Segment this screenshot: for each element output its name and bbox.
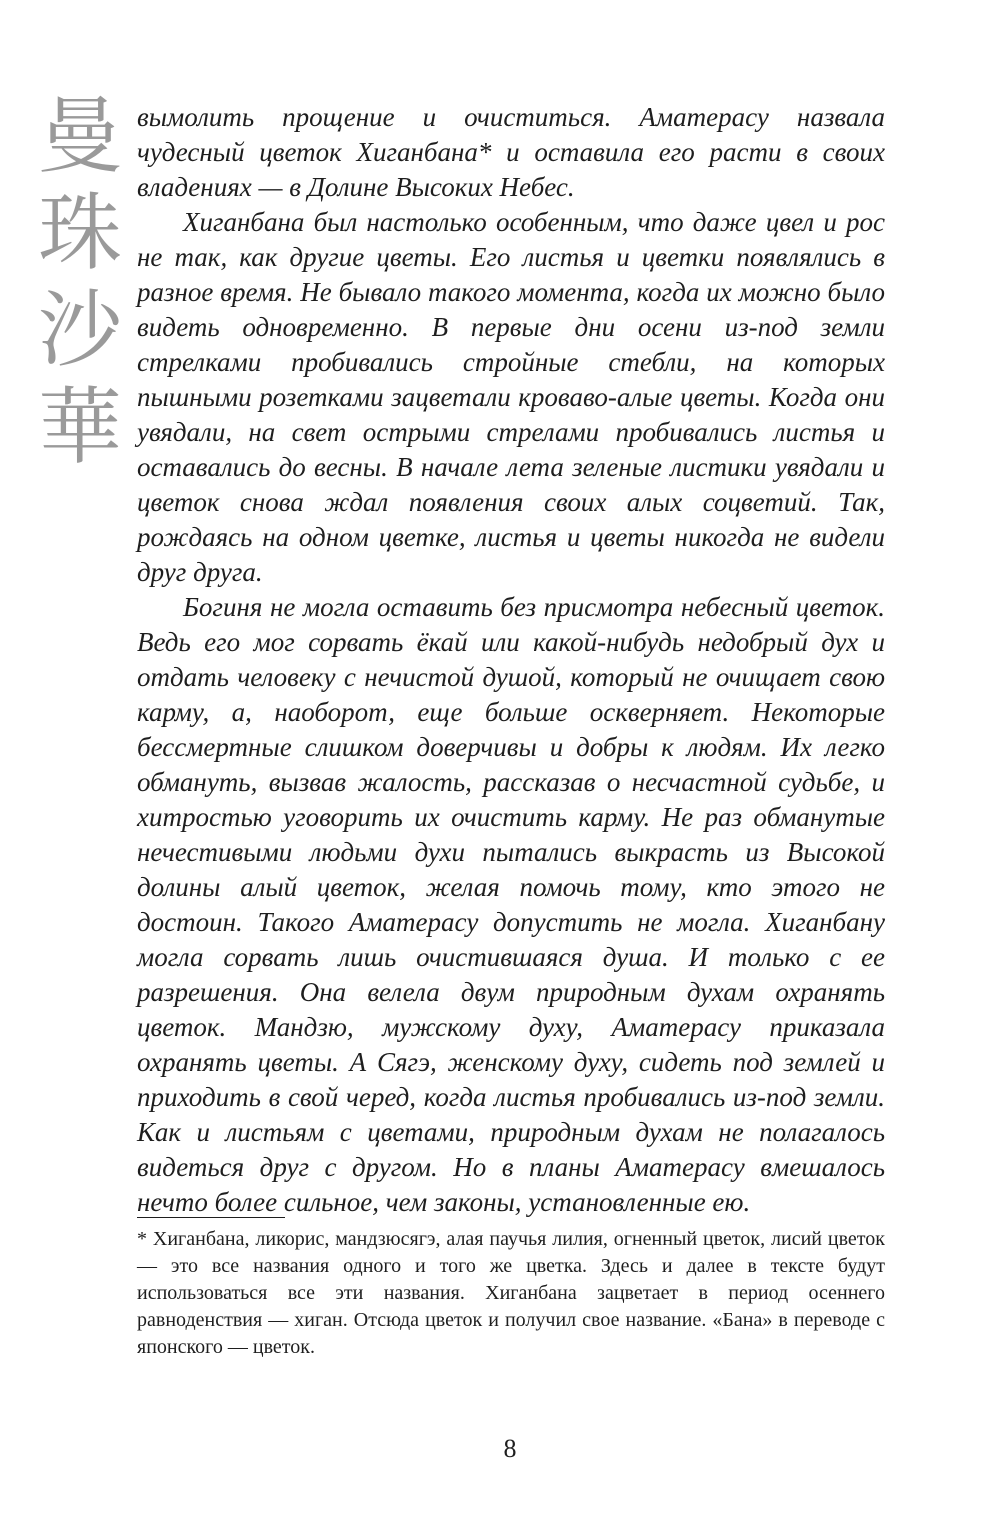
vertical-kanji-title — [38, 87, 123, 476]
main-text-body — [137, 100, 885, 1220]
footnote-divider — [137, 1217, 285, 1218]
paragraph-2: Хиганбана был настолько особенным, что даже цвел и рос не так, как другие цветы. Его листья и цветки появлялись в разное время. Не бывало такого момента, когда их можно было видеть одновременно. В первые дни осени из-под земли стрелками пробивались стройные стебли, на которых пышными розетками зацветали кроваво-алые цветы. Когда они увядали, на свет острыми стрелами пробивались листья и оставались до весны. В начале лета зеленые листики увядали и цветок снова ждал появления своих алых соцветий. Так, рождаясь на одном цветке, листья и цветы никогда не видели друг друга. — [137, 207, 885, 587]
kanji-title-char-1: 曼 — [38, 87, 123, 185]
footnote: * Хиганбана, ликорис, мандзюсягэ, алая паучья лилия, огненный цветок, лисий цветок — это все названия одного и того же цветка. Здесь и далее в тексте будут использоваться все эти названия. Хиганбана зацветает в период осеннего равноденствия — хиган. Отсюда цветок и получил свое название. «Бана» в переводе с японского — цветок. — [137, 1228, 885, 1358]
kanji-title-char-2: 珠 — [38, 184, 123, 282]
page-number: 8 — [503, 1434, 517, 1463]
kanji-title-char-3: 沙 — [38, 281, 123, 379]
paragraph-1: вымолить прощение и очиститься. Аматерасу назвала чудесный цветок Хиганбана* и оставила его расти в своих владениях — в Долине Высоких Небес. — [137, 102, 885, 202]
kanji-title-char-4: 華 — [38, 378, 123, 476]
paragraph-3: Богиня не могла оставить без присмотра небесный цветок. Ведь его мог сорвать ёкай или какой-нибудь недобрый дух и отдать человеку с нечистой душой, который не очищает свою карму, а, наоборот, еще больше оскверняет. Некоторые бессмертные слишком доверчивы и добры к людям. Их легко обмануть, вызвав жалость, рассказав о несчастной судьбе, и хитростью уговорить их очистить карму. Не раз обманутые нечестивыми людьми духи пытались выкрасть из Высокой долины алый цветок, желая помочь тому, кто этого не достоин. Такого Аматерасу допустить не могла. Хиганбану могла сорвать лишь очистившаяся душа. И только с ее разрешения. Она велела двум природным духам охранять цветок. Мандзю, мужскому духу, Аматерасу приказала охранять цветы. А Сягэ, женскому духу, сидеть под землей и приходить в свой черед, когда листья пробивались из-под земли. Как и листьям с цветами, природным духам не полагалось видеться друг с другом. Но в планы Аматерасу вмешалось нечто более сильное, чем законы, установленные ею. — [137, 592, 885, 1217]
